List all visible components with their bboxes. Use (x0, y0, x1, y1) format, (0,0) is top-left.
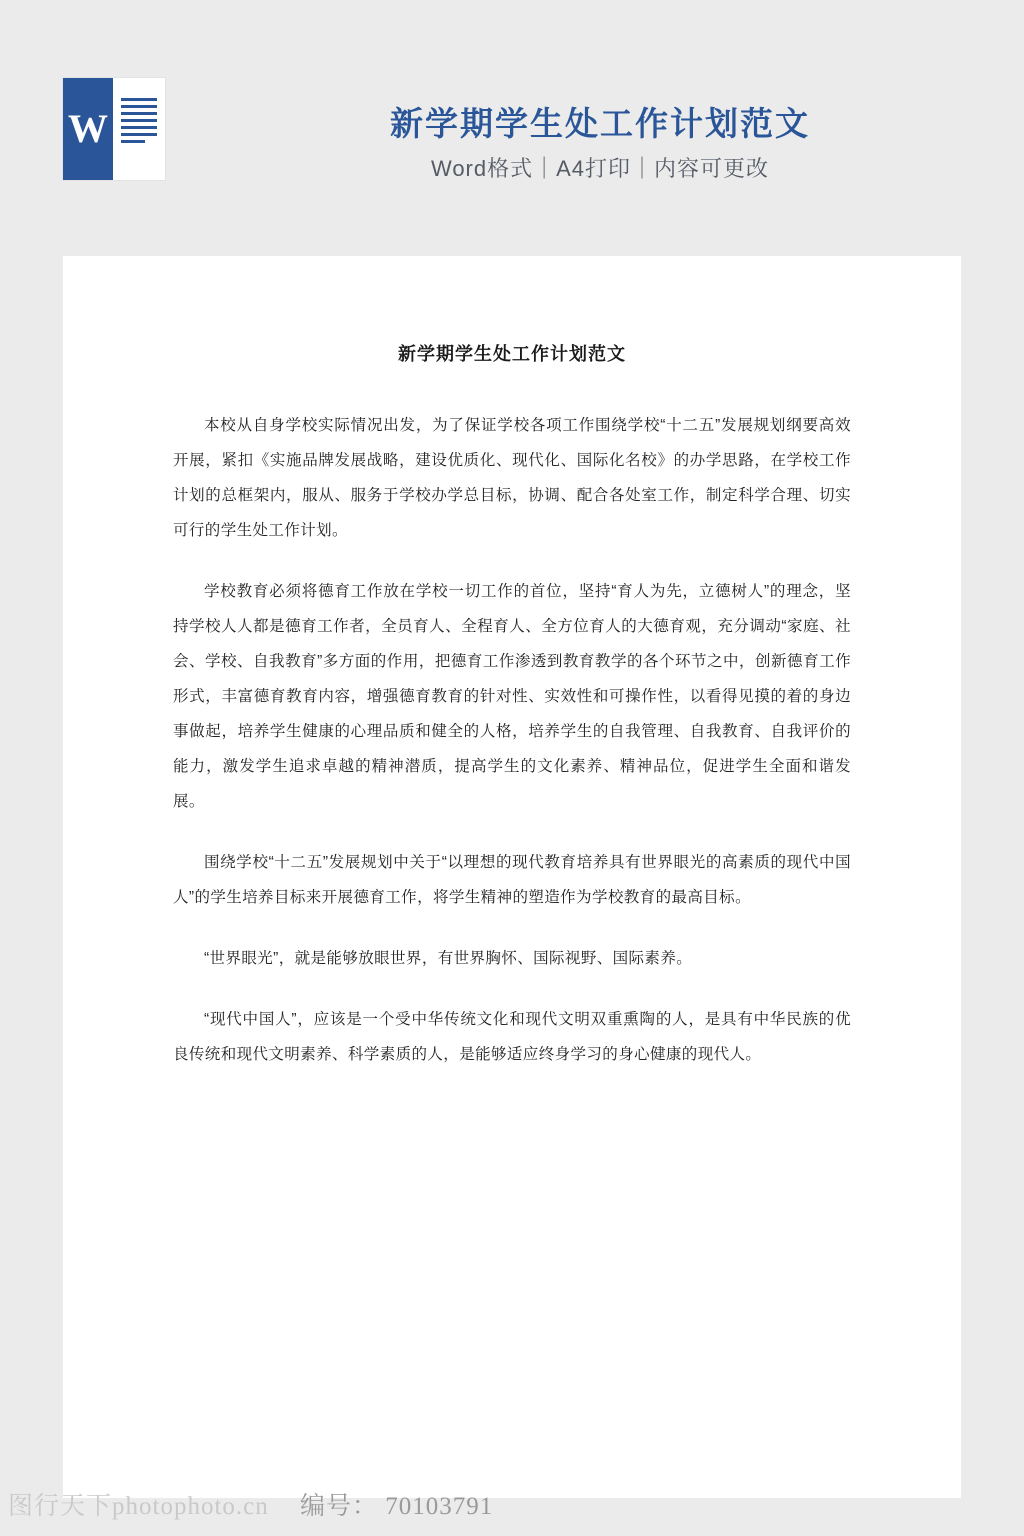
footer-watermark (0, 1488, 1024, 1522)
document-paragraph: 围绕学校“十二五”发展规划中关于“以理想的现代教育培养具有世界眼光的高素质的现代中国人”的学生培养目标来开展德育工作，将学生精神的塑造作为学校教育的最高目标。 (173, 854, 851, 906)
word-icon-line (121, 105, 157, 108)
watermark-id-text: 编号： 70103791 (300, 1493, 494, 1520)
document-paragraph: 本校从自身学校实际情况出发，为了保证学校各项工作围绕学校“十二五”发展规划纲要高效开展，紧扣《实施品牌发展战略，建设优质化、现代化、国际化名校》的办学思路，在学校工作计划的总框架内，服从、服务于学校办学总目标，协调、配合各处室工作，制定科学合理、切实可行的学生处工作计划。 (173, 417, 851, 539)
document-title: 新学期学生处工作计划范文 (398, 344, 626, 364)
watermark-site-text: 图行天下photophoto.cn (8, 1493, 269, 1520)
word-icon-line (121, 98, 157, 101)
document-sheet (63, 256, 961, 1498)
page-subtitle: Word格式｜A4打印｜内容可更改 (430, 156, 770, 181)
document-paragraph: “现代中国人”，应该是一个受中华传统文化和现代文明双重熏陶的人，是具有中华民族的优良传统和现代文明素养、科学素质的人，是能够适应终身学习的身心健康的现代人。 (173, 1011, 851, 1063)
page-header (0, 0, 1024, 256)
word-icon-line (121, 133, 157, 136)
document-paragraph: 学校教育必须将德育工作放在学校一切工作的首位，坚持“育人为先，立德树人”的理念，坚持学校人人都是德育工作者，全员育人、全程育人、全方位育人的大德育观，充分调动“家庭、社会、学校、自我教育”多方面的作用，把德育工作渗透到教育教学的各个环节之中，创新德育工作形式，丰富德育教育内容，增强德育教育的针对性、实效性和可操作性，以看得见摸的着的身边事做起，培养学生健康的心理品质和健全的人格，培养学生的自我管理、自我教育、自我评价的能力，激发学生追求卓越的精神潜质，提高学生的文化素养、精神品位，促进学生全面和谐发展。 (173, 583, 851, 810)
word-icon-line (121, 112, 157, 115)
word-icon-line (121, 126, 157, 129)
word-icon-letter: W (68, 106, 108, 151)
page-title: 新学期学生处工作计划范文 (390, 105, 810, 142)
word-icon-line (121, 140, 145, 143)
word-icon-text-lines (121, 98, 157, 160)
document-paragraph: “世界眼光”，就是能够放眼世界，有世界胸怀、国际视野、国际素养。 (204, 950, 693, 967)
document-body (63, 366, 961, 1072)
word-icon-line (121, 119, 157, 122)
word-document-icon (63, 78, 165, 180)
